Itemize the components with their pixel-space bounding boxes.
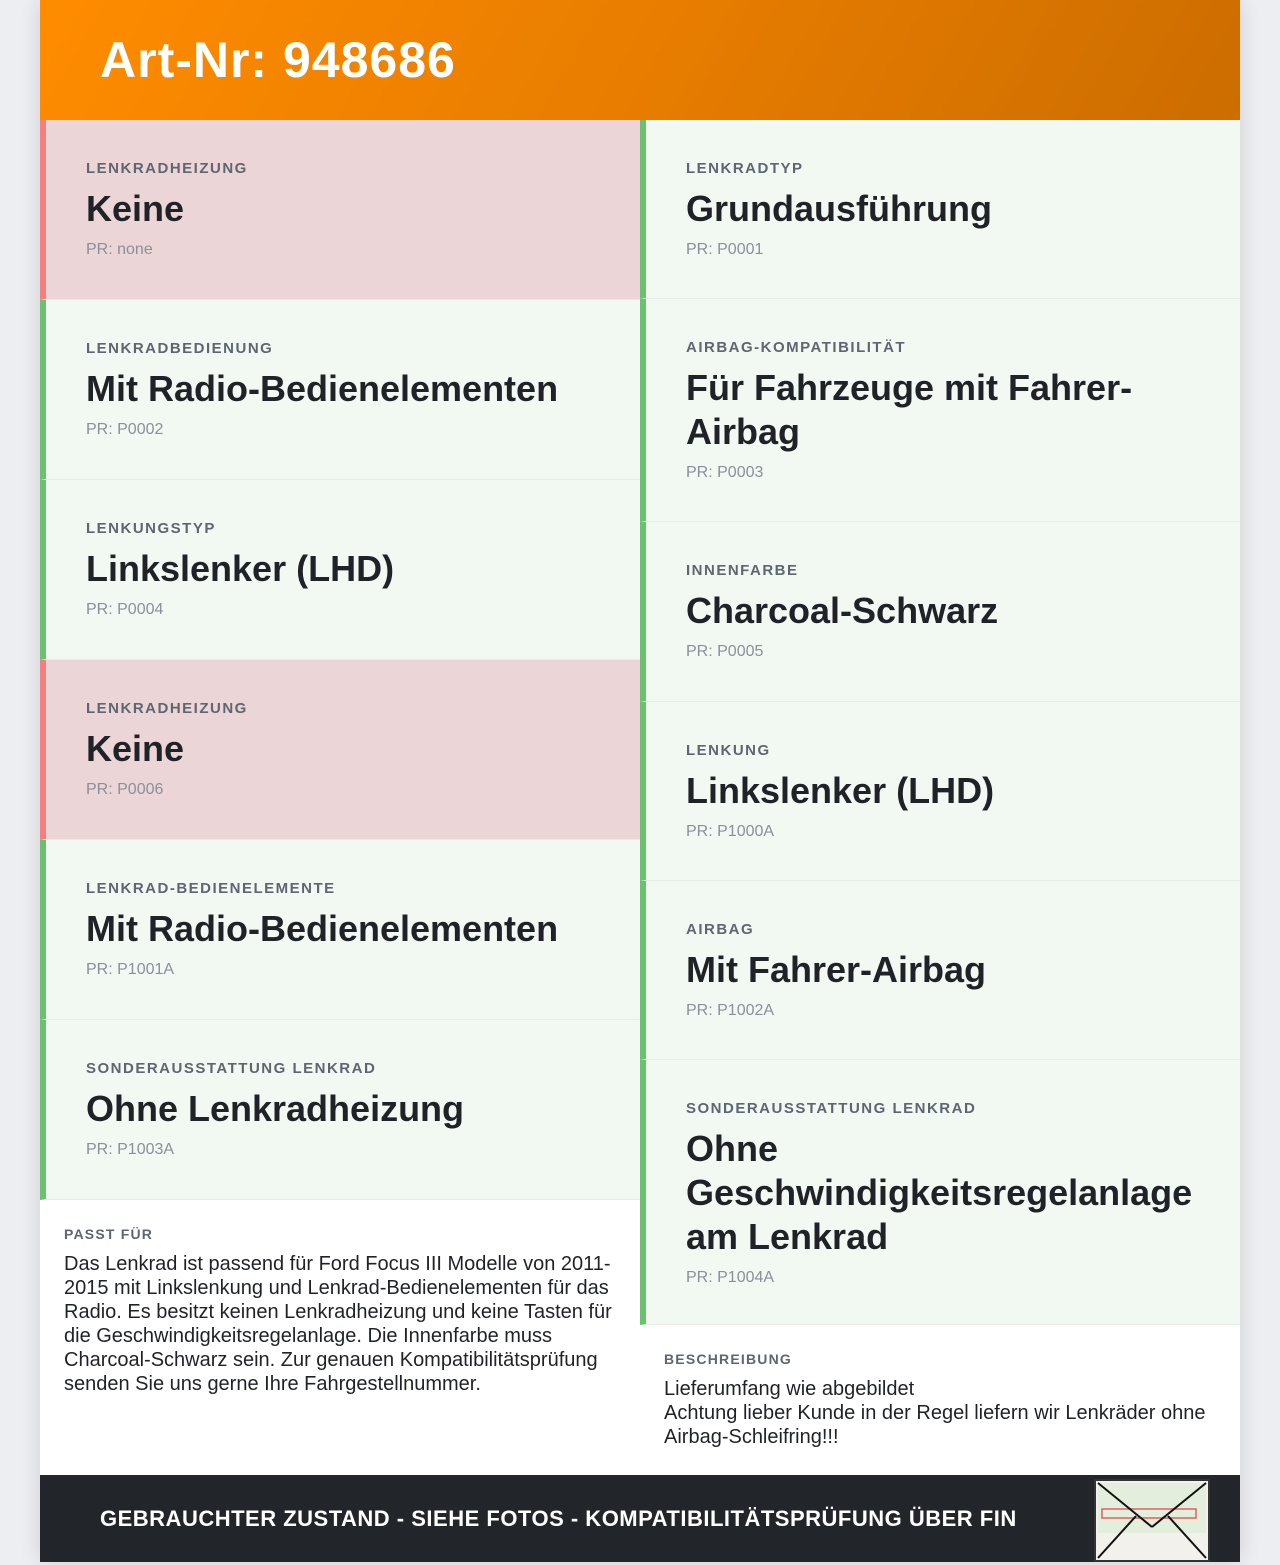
spec-label: AIRBAG [686, 920, 755, 938]
spec-label: LENKUNG [686, 741, 771, 759]
spec-pr-code: PR: P1003A [86, 1141, 175, 1158]
spec-cell [40, 120, 640, 300]
spec-pr-code: PR: P0001 [686, 241, 764, 258]
spec-cell [40, 660, 640, 840]
spec-value: Ohne Geschwindigkeitsregelanlage am Lenkrad [686, 1128, 1193, 1258]
spec-cell [40, 480, 640, 660]
spec-pr-code: PR: P0005 [686, 643, 764, 661]
spec-pr-code: PR: P0003 [686, 464, 764, 482]
spec-label: LENKRADTYP [686, 160, 804, 177]
spec-pr-code: PR: none [86, 241, 153, 258]
spec-pr-code: PR: P1002A [686, 1001, 775, 1019]
spec-cell [640, 120, 1240, 299]
header [40, 0, 1240, 120]
spec-cell [40, 300, 640, 480]
fits-label: PASST FÜR [64, 1226, 154, 1242]
spec-label: SONDERAUSSTATTUNG LENKRAD [86, 1060, 377, 1077]
spec-label: LENKUNGSTYP [86, 520, 216, 537]
fits-text: Das Lenkrad ist passend für Ford Focus III Modelle von 2011-2015 mit Linkslenkung und Lenkrad-Bedienelementen für das Radio. Es besitzt keinen Lenkradheizung und keine Tasten für die Geschwindigkeitsregelanlage. Die Innenfarbe muss Charcoal-Schwarz sein. Zur genauen Kompatibilitätsprüfung senden Sie uns gerne Ihre Fahrgestellnummer. [64, 1253, 612, 1395]
spec-value: Grundausführung [686, 188, 992, 229]
vehicle-registration-thumbnail[interactable] [1094, 1479, 1210, 1562]
spec-pr-code: PR: P1004A [686, 1269, 775, 1287]
spec-cell [640, 702, 1240, 881]
spec-label: AIRBAG-KOMPATIBILITÄT [686, 339, 907, 357]
spec-cell [40, 1020, 640, 1200]
spec-value: Linkslenker (LHD) [686, 769, 995, 811]
spec-value: Für Fahrzeuge mit Fahrer-Airbag [686, 367, 1133, 453]
spec-label: LENKRADHEIZUNG [86, 160, 248, 177]
footer-text: GEBRAUCHTER ZUSTAND - SIEHE FOTOS - KOMPATIBILITÄTSPRÜFUNG ÜBER FIN [100, 1505, 1017, 1531]
spec-value: Mit Radio-Bedienelementen [86, 368, 559, 409]
article-number-title: Art-Nr: 948686 [100, 32, 456, 88]
description-section [640, 1325, 1240, 1475]
spec-pr-code: PR: P0004 [86, 601, 164, 618]
spec-cell [640, 522, 1240, 701]
product-sheet [40, 0, 1240, 1562]
spec-value: Ohne Lenkradheizung [86, 1088, 465, 1129]
spec-pr-code: PR: P1001A [86, 961, 175, 978]
spec-label: LENKRADHEIZUNG [86, 700, 248, 717]
fits-section [40, 1200, 640, 1475]
spec-label: INNENFARBE [686, 562, 799, 580]
spec-cell [640, 1060, 1240, 1325]
description-text: Lieferumfang wie abgebildet Achtung lieber Kunde in der Regel liefern wir Lenkräder ohne Airbag-Schleifring!!! [664, 1378, 1206, 1448]
spec-label: LENKRADBEDIENUNG [86, 340, 274, 357]
spec-label: SONDERAUSSTATTUNG LENKRAD [686, 1100, 977, 1118]
spec-cell [640, 881, 1240, 1060]
spec-cell [40, 840, 640, 1020]
description-label: BESCHREIBUNG [664, 1351, 792, 1367]
spec-value: Keine [86, 728, 185, 769]
envelope-icon [1096, 1481, 1208, 1560]
spec-pr-code: PR: P0002 [86, 421, 164, 438]
spec-value: Keine [86, 188, 185, 229]
spec-value: Mit Fahrer-Airbag [686, 948, 987, 990]
spec-pr-code: PR: P0006 [86, 781, 164, 798]
spec-cell [640, 299, 1240, 522]
spec-value: Mit Radio-Bedienelementen [86, 908, 559, 949]
footer-banner [40, 1475, 1240, 1562]
right-column [640, 120, 1240, 1475]
spec-pr-code: PR: P1000A [686, 822, 775, 840]
spec-value: Linkslenker (LHD) [86, 548, 395, 589]
spec-label: LENKRAD-BEDIENELEMENTE [86, 880, 336, 897]
spec-value: Charcoal-Schwarz [686, 590, 999, 632]
left-column [40, 120, 640, 1475]
